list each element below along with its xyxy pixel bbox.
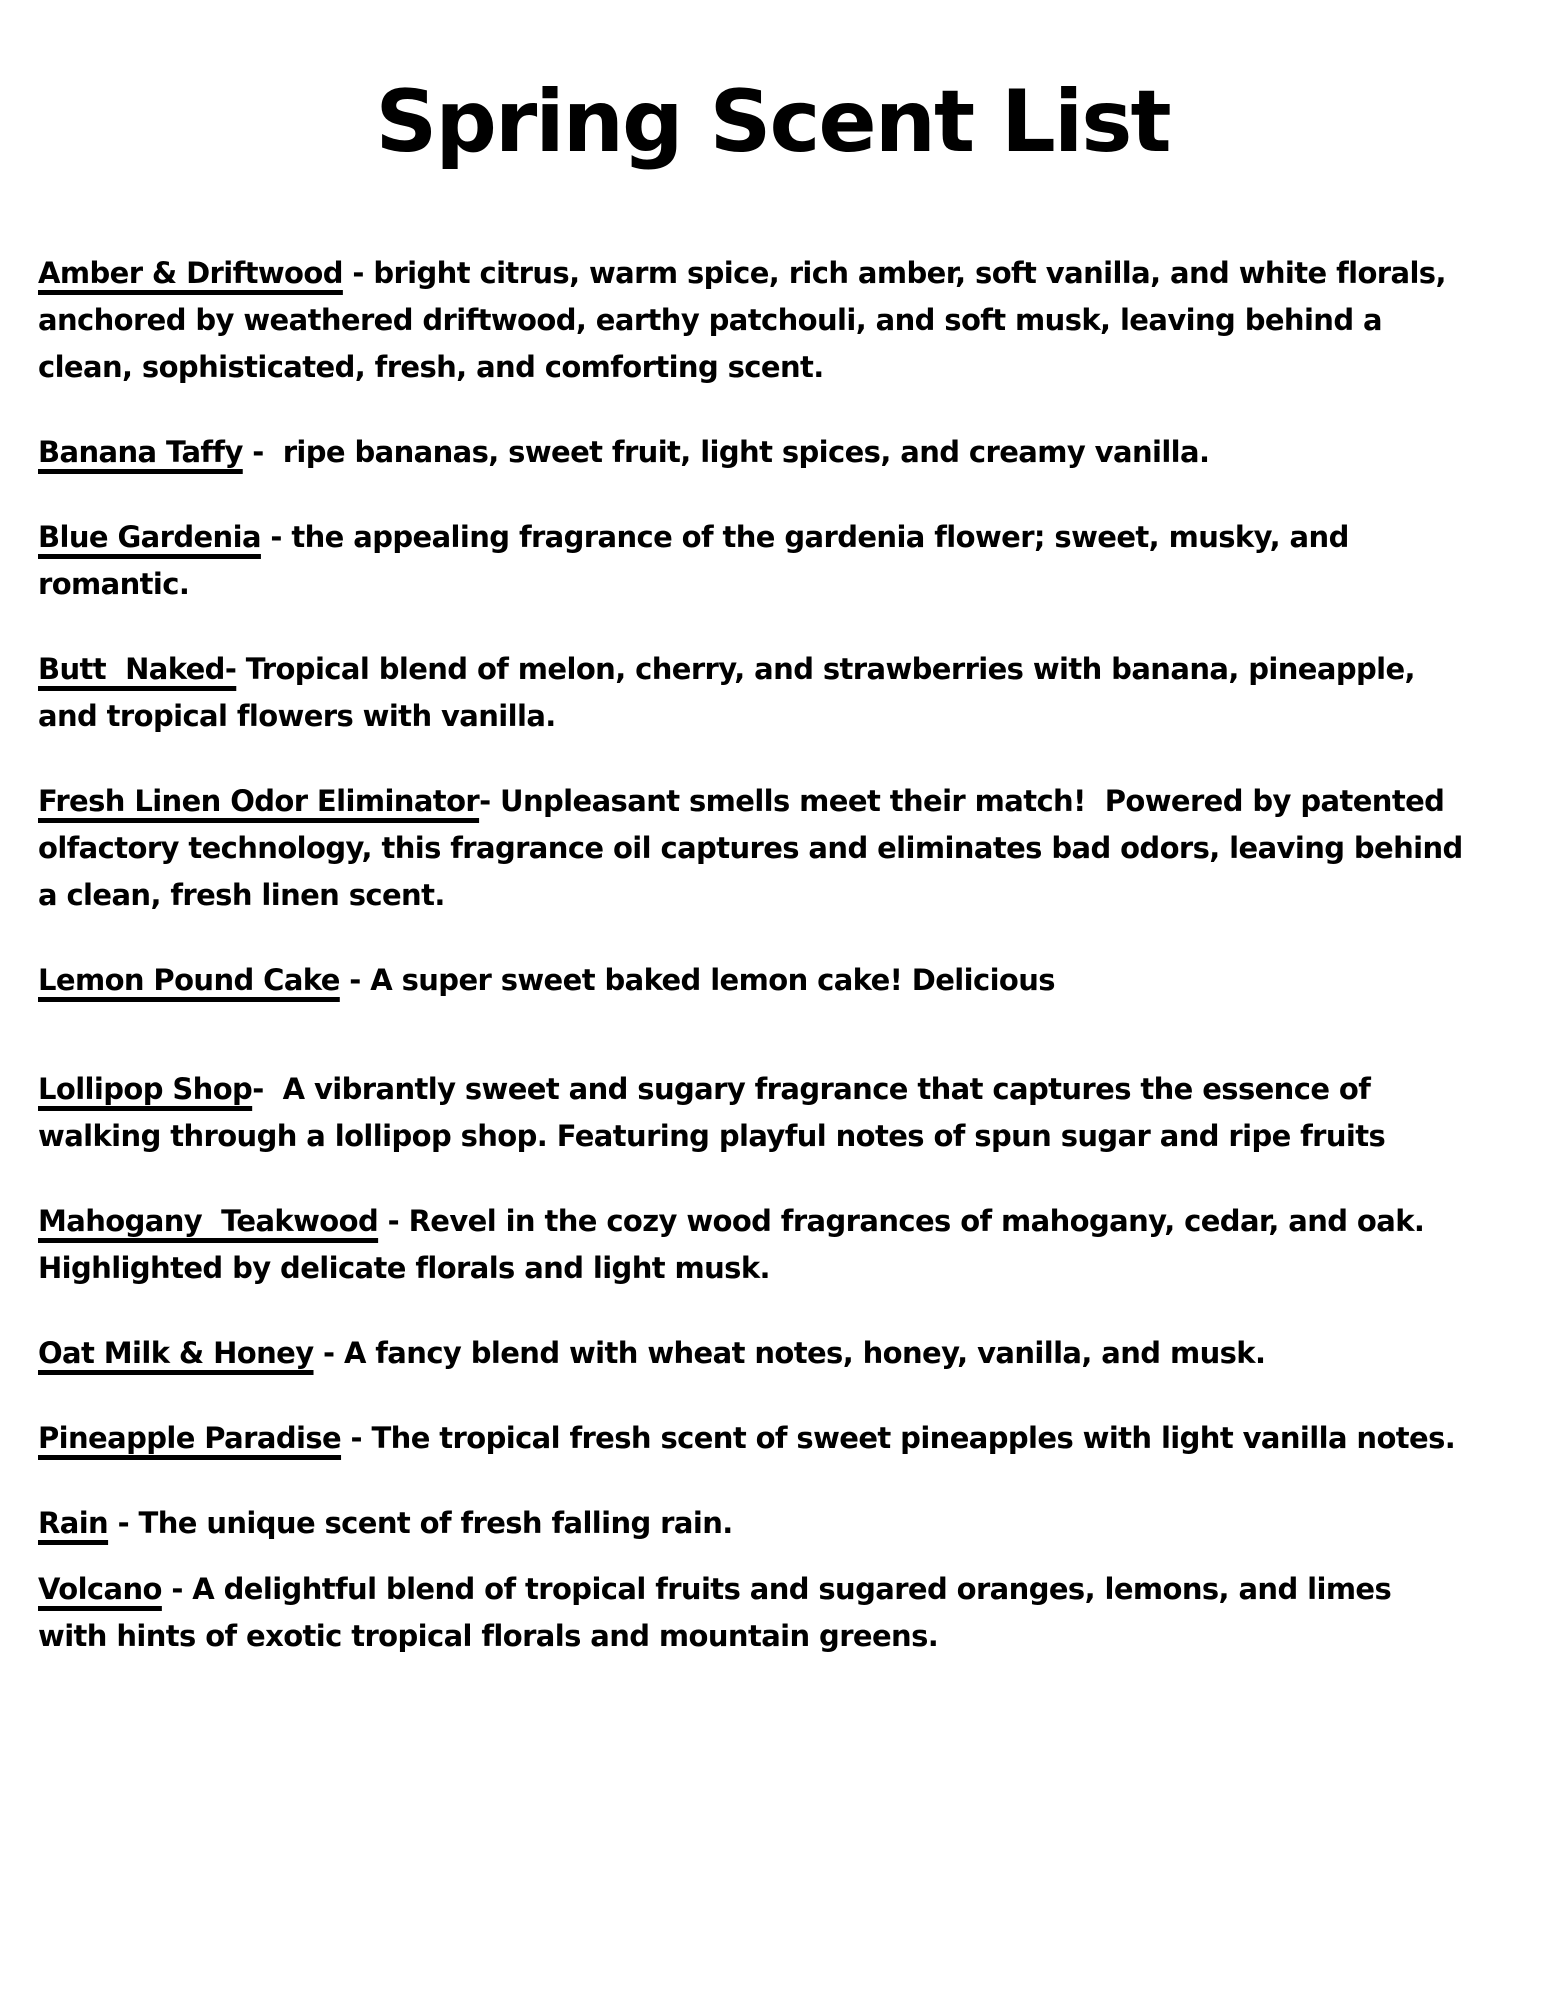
- scent-name: Banana Taffy: [38, 435, 243, 469]
- scent-item: [38, 1415, 1468, 1462]
- scent-separator: -: [260, 520, 292, 554]
- scent-description: A fancy blend with wheat notes, honey, vanilla, and musk.: [343, 1336, 1266, 1370]
- scent-name: Blue Gardenia: [38, 520, 261, 554]
- scent-separator: -: [339, 963, 371, 997]
- scent-item: [38, 429, 1468, 476]
- scent-list: [38, 250, 1473, 1660]
- scent-description: The unique scent of fresh falling rain.: [138, 1506, 733, 1540]
- scent-description: Unpleasant smells meet their match! Powered by patented olfactory technology, this fragrance oil captures and eliminates bad odors, leaving behind a clean, fresh linen scent.: [38, 784, 1473, 912]
- scent-item: [38, 1066, 1468, 1160]
- scent-separator: [236, 652, 246, 686]
- scent-name: Pineapple Paradise: [38, 1421, 342, 1455]
- scent-description: Revel in the cozy wood fragrances of mahogany, cedar, and oak. Highlighted by delicate florals and light musk.: [38, 1204, 1434, 1285]
- scent-separator: -: [242, 435, 283, 469]
- scent-description: the appealing fragrance of the gardenia flower; sweet, musky, and romantic.: [38, 520, 1359, 601]
- scent-item: [38, 778, 1473, 919]
- scent-item: [38, 1566, 1468, 1660]
- scent-separator: -: [479, 784, 501, 818]
- scent-description: Tropical blend of melon, cherry, and strawberries with banana, pineapple, and tropical flowers with vanilla.: [38, 652, 1425, 733]
- scent-separator: -: [252, 1072, 283, 1106]
- scent-item: [38, 514, 1468, 608]
- scent-name: Mahogany Teakwood: [38, 1204, 379, 1238]
- scent-separator: -: [161, 1572, 193, 1606]
- scent-item: [38, 1198, 1468, 1292]
- scent-name: Rain: [38, 1506, 109, 1540]
- scent-item: [38, 957, 1468, 1004]
- scent-item: [38, 1330, 1468, 1377]
- scent-name: Fresh Linen Odor Eliminator: [38, 784, 480, 818]
- scent-description: A vibrantly sweet and sugary fragrance that captures the essence of walking through a lollipop shop. Featuring playful notes of spun sugar and ripe fruits: [38, 1072, 1386, 1153]
- scent-description: A delightful blend of tropical fruits and sugared oranges, lemons, and limes with hints of exotic tropical florals and mountain greens.: [38, 1572, 1401, 1653]
- scent-separator: -: [378, 1204, 409, 1238]
- scent-description: bright citrus, warm spice, rich amber, soft vanilla, and white florals, anchored by weathered driftwood, earthy patchouli, and soft musk, leaving behind a clean, sophisticated, fresh, and comforting scent.: [38, 256, 1456, 384]
- scent-separator: -: [313, 1336, 344, 1370]
- scent-name: Volcano: [38, 1572, 162, 1606]
- scent-name: Lollipop Shop: [38, 1072, 253, 1106]
- scent-name: Butt Naked-: [38, 652, 237, 686]
- scent-item: [38, 646, 1468, 740]
- scent-separator: -: [108, 1506, 139, 1540]
- scent-description: The tropical fresh scent of sweet pineapples with light vanilla notes.: [371, 1421, 1456, 1455]
- scent-name: Oat Milk & Honey: [38, 1336, 314, 1370]
- page-title: Spring Scent List: [375, 72, 1170, 172]
- scent-description: A super sweet baked lemon cake! Delicious: [370, 963, 1055, 997]
- scent-description: ripe bananas, sweet fruit, light spices, and creamy vanilla.: [282, 435, 1210, 469]
- scent-name: Amber & Driftwood: [38, 256, 343, 290]
- scent-item: [38, 250, 1468, 391]
- scent-item: [38, 1500, 1468, 1547]
- scent-separator: -: [342, 256, 374, 290]
- scent-name: Lemon Pound Cake: [38, 963, 340, 997]
- scent-separator: -: [341, 1421, 372, 1455]
